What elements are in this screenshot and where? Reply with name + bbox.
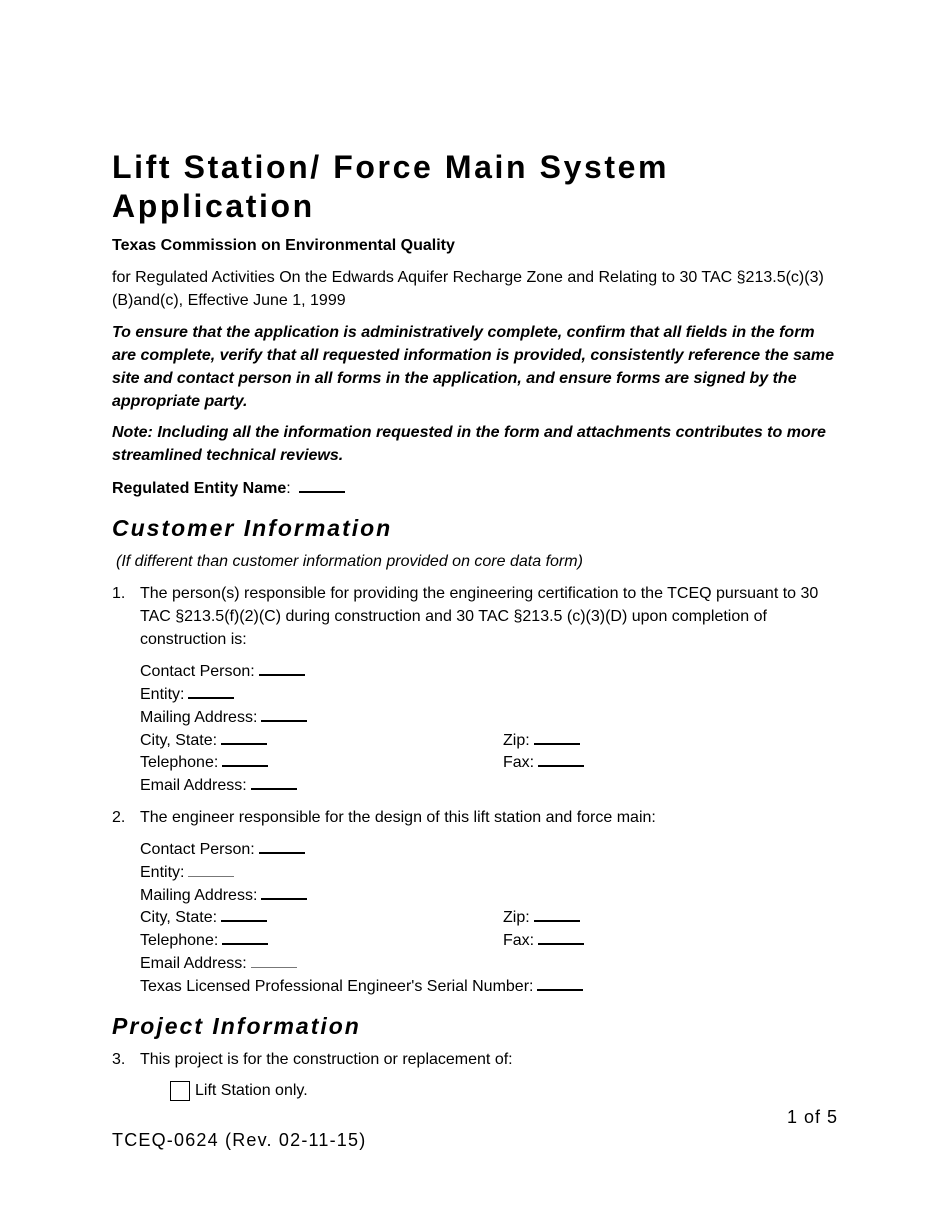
project-info-heading: Project Information [112,1013,361,1039]
item-1-number: 1. [112,585,126,602]
item2-telephone-input[interactable] [222,929,268,945]
regulated-entity-row: Regulated Entity Name: [112,477,345,500]
item2-entity-row: Entity: [140,861,234,884]
item2-mailing-address-row: Mailing Address: [140,884,307,907]
document-title: Lift Station/ Force Main System Application [112,149,670,224]
form-id: TCEQ-0624 (Rev. 02-11-15) [112,1130,367,1150]
item1-entity-input[interactable] [188,683,234,699]
item2-city-state-input[interactable] [221,906,267,922]
item-2-text: The engineer responsible for the design of this lift station and force main: [140,809,656,826]
item1-entity-row: Entity: [140,683,234,706]
item2-serial-input[interactable] [537,975,583,991]
item1-fax-row: Fax: [503,751,584,774]
item1-email-input[interactable] [251,774,297,790]
item1-mailing-address-input[interactable] [261,706,307,722]
item2-fax-input[interactable] [538,929,584,945]
item2-serial-row: Texas Licensed Professional Engineer's Serial Number: [140,975,583,998]
item2-zip-row: Zip: [503,906,580,929]
item1-fax-input[interactable] [538,751,584,767]
item1-zip-row: Zip: [503,729,580,752]
item2-contact-person-row: Contact Person: [140,838,305,861]
item1-city-state-row: City, State: [140,729,267,752]
item1-mailing-address-row: Mailing Address: [140,706,307,729]
item-1-text: The person(s) responsible for providing the engineering certification to the TCEQ pursuant to 30 TAC §213.5(f)(2)(C) during construction and 30 TAC §213.5 (c)(3)(D) upon completion of construction is: [140,585,819,648]
item1-telephone-row: Telephone: [140,751,268,774]
page-number: 1 of 5 [786,1107,838,1127]
item1-zip-input[interactable] [534,729,580,745]
instruction-text: To ensure that the application is administratively complete, confirm that all fields in the form are complete, verify that all requested information is provided, consistently reference the same site and contact person in all forms in the application, and ensure forms are signed by the appropriate party. [112,324,835,410]
item-3-number: 3. [112,1051,126,1068]
item2-email-row: Email Address: [140,952,297,975]
item2-telephone-row: Telephone: [140,929,268,952]
lift-station-only-checkbox[interactable] [170,1081,190,1101]
item-2-number: 2. [112,809,126,826]
item1-contact-person-row: Contact Person: [140,660,305,683]
item-3-text: This project is for the construction or replacement of: [140,1051,513,1068]
item2-city-state-row: City, State: [140,906,267,929]
item2-contact-person-input[interactable] [259,838,305,854]
item2-entity-input[interactable] [188,862,234,877]
item1-city-state-input[interactable] [221,729,267,745]
item2-zip-input[interactable] [534,906,580,922]
agency-name: Texas Commission on Environmental Quality [112,237,455,254]
item1-email-row: Email Address: [140,774,297,797]
note-text: Note: Including all the information requested in the form and attachments contributes to more streamlined technical reviews. [112,424,826,464]
subtitle: for Regulated Activities On the Edwards Aquifer Recharge Zone and Relating to 30 TAC §213.5(c)(3)(B)and(c), Effective June 1, 1999 [112,269,824,309]
regulated-entity-input[interactable] [299,477,345,493]
item1-telephone-input[interactable] [222,751,268,767]
regulated-entity-label: Regulated Entity Name [112,480,287,497]
lift-station-only-label: Lift Station only. [195,1082,308,1099]
item2-mailing-address-input[interactable] [261,884,307,900]
item2-fax-row: Fax: [503,929,584,952]
item2-email-input[interactable] [251,953,297,968]
item1-contact-person-input[interactable] [259,660,305,676]
customer-info-heading: Customer Information [112,515,393,541]
customer-subnote: (If different than customer information provided on core data form) [116,553,583,570]
